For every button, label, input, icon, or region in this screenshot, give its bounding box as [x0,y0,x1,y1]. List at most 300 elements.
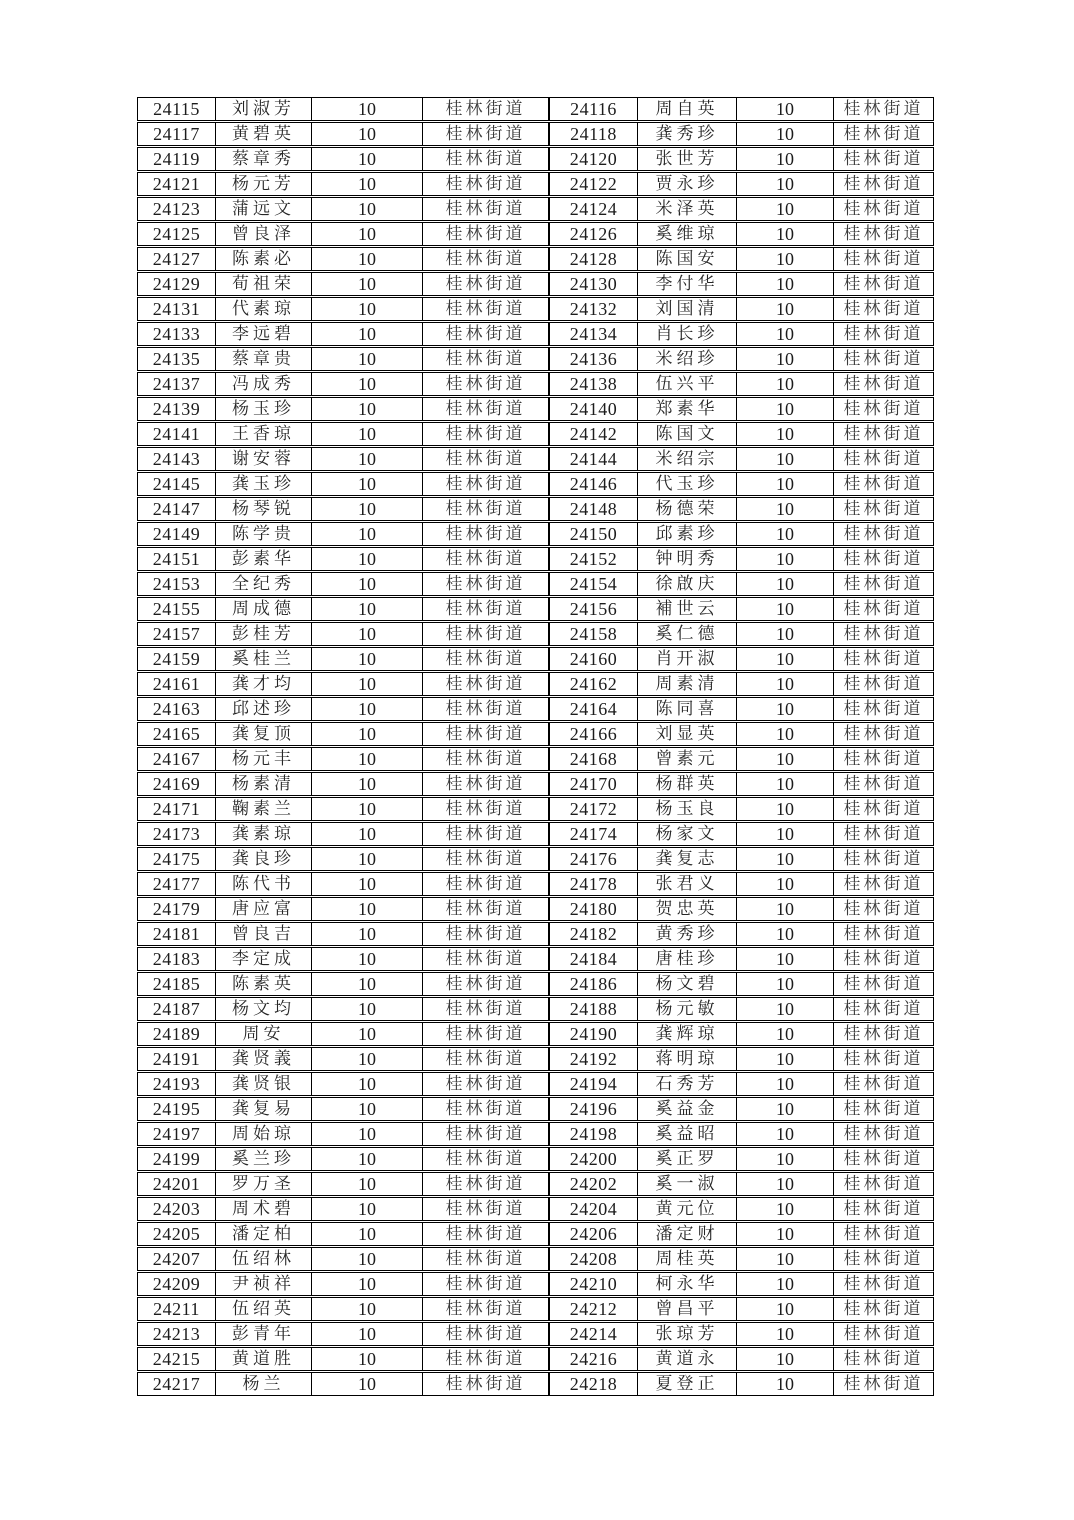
table-row [137,997,934,1021]
left-id-cell: 24203 [137,1197,216,1221]
right-id-cell: 24212 [549,1297,638,1321]
table-row [137,747,934,771]
left-id-cell: 24189 [137,1022,216,1046]
right-amount-cell: 10 [737,1122,834,1146]
right-district-cell: 桂林街道 [834,397,934,421]
left-amount-cell: 10 [312,1122,423,1146]
left-id-cell: 24141 [137,422,216,446]
right-name-cell: 石秀芳 [638,1072,737,1096]
right-name-cell: 周素清 [638,672,737,696]
left-id-cell: 24211 [137,1297,216,1321]
right-name-cell: 奚一淑 [638,1172,737,1196]
right-district-cell: 桂林街道 [834,1322,934,1346]
left-id-cell: 24181 [137,922,216,946]
left-district-cell: 桂林街道 [423,972,549,996]
left-name-cell: 黄道胜 [216,1347,312,1371]
left-id-cell: 24149 [137,522,216,546]
right-district-cell: 桂林街道 [834,472,934,496]
left-name-cell: 奚兰珍 [216,1147,312,1171]
left-name-cell: 龚才均 [216,672,312,696]
left-district-cell: 桂林街道 [423,422,549,446]
right-amount-cell: 10 [737,1372,834,1396]
left-district-cell: 桂林街道 [423,922,549,946]
table-row [137,672,934,696]
right-id-cell: 24198 [549,1122,638,1146]
right-district-cell: 桂林街道 [834,372,934,396]
left-id-cell: 24179 [137,897,216,921]
right-id-cell: 24174 [549,822,638,846]
right-id-cell: 24134 [549,322,638,346]
left-district-cell: 桂林街道 [423,872,549,896]
right-district-cell: 桂林街道 [834,172,934,196]
right-amount-cell: 10 [737,597,834,621]
left-id-cell: 24217 [137,1372,216,1396]
left-id-cell: 24167 [137,747,216,771]
right-district-cell: 桂林街道 [834,1272,934,1296]
right-amount-cell: 10 [737,1022,834,1046]
right-district-cell: 桂林街道 [834,797,934,821]
right-id-cell: 24192 [549,1047,638,1071]
left-id-cell: 24165 [137,722,216,746]
right-district-cell: 桂林街道 [834,672,934,696]
left-district-cell: 桂林街道 [423,1047,549,1071]
left-district-cell: 桂林街道 [423,1097,549,1121]
left-district-cell: 桂林街道 [423,647,549,671]
left-name-cell: 蒲远文 [216,197,312,221]
right-amount-cell: 10 [737,1347,834,1371]
left-district-cell: 桂林街道 [423,997,549,1021]
left-id-cell: 24193 [137,1072,216,1096]
right-amount-cell: 10 [737,697,834,721]
left-amount-cell: 10 [312,947,423,971]
left-district-cell: 桂林街道 [423,1272,549,1296]
right-district-cell: 桂林街道 [834,1072,934,1096]
right-id-cell: 24156 [549,597,638,621]
right-amount-cell: 10 [737,647,834,671]
right-name-cell: 米绍珍 [638,347,737,371]
right-id-cell: 24194 [549,1072,638,1096]
left-district-cell: 桂林街道 [423,1297,549,1321]
left-name-cell: 蔡章秀 [216,147,312,171]
left-amount-cell: 10 [312,97,423,121]
left-district-cell: 桂林街道 [423,322,549,346]
left-name-cell: 杨文均 [216,997,312,1021]
right-name-cell: 曾昌平 [638,1297,737,1321]
right-amount-cell: 10 [737,197,834,221]
right-district-cell: 桂林街道 [834,1297,934,1321]
right-district-cell: 桂林街道 [834,622,934,646]
right-district-cell: 桂林街道 [834,1197,934,1221]
right-id-cell: 24124 [549,197,638,221]
right-amount-cell: 10 [737,997,834,1021]
right-amount-cell: 10 [737,147,834,171]
left-name-cell: 鞠素兰 [216,797,312,821]
left-amount-cell: 10 [312,1222,423,1246]
right-id-cell: 24204 [549,1197,638,1221]
left-amount-cell: 10 [312,222,423,246]
table-row [137,272,934,296]
right-amount-cell: 10 [737,672,834,696]
left-district-cell: 桂林街道 [423,1222,549,1246]
right-id-cell: 24210 [549,1272,638,1296]
table-row [137,472,934,496]
right-id-cell: 24182 [549,922,638,946]
left-id-cell: 24169 [137,772,216,796]
right-name-cell: 龚复志 [638,847,737,871]
right-amount-cell: 10 [737,747,834,771]
right-id-cell: 24136 [549,347,638,371]
right-name-cell: 柯永华 [638,1272,737,1296]
table-row [137,972,934,996]
left-amount-cell: 10 [312,847,423,871]
left-amount-cell: 10 [312,297,423,321]
left-id-cell: 24195 [137,1097,216,1121]
table-row [137,922,934,946]
left-district-cell: 桂林街道 [423,672,549,696]
right-amount-cell: 10 [737,897,834,921]
right-district-cell: 桂林街道 [834,647,934,671]
right-amount-cell: 10 [737,797,834,821]
right-district-cell: 桂林街道 [834,947,934,971]
left-amount-cell: 10 [312,1147,423,1171]
left-id-cell: 24209 [137,1272,216,1296]
left-district-cell: 桂林街道 [423,697,549,721]
left-id-cell: 24159 [137,647,216,671]
right-amount-cell: 10 [737,547,834,571]
right-name-cell: 陈国安 [638,247,737,271]
left-name-cell: 龚复顶 [216,722,312,746]
left-district-cell: 桂林街道 [423,722,549,746]
left-amount-cell: 10 [312,1347,423,1371]
left-name-cell: 王香琼 [216,422,312,446]
table-row [137,347,934,371]
left-name-cell: 龚玉珍 [216,472,312,496]
table-row [137,322,934,346]
left-name-cell: 龚贤银 [216,1072,312,1096]
left-district-cell: 桂林街道 [423,1072,549,1096]
right-id-cell: 24190 [549,1022,638,1046]
left-amount-cell: 10 [312,372,423,396]
right-id-cell: 24154 [549,572,638,596]
right-district-cell: 桂林街道 [834,1147,934,1171]
left-amount-cell: 10 [312,272,423,296]
left-amount-cell: 10 [312,572,423,596]
right-amount-cell: 10 [737,822,834,846]
left-name-cell: 陈学贵 [216,522,312,546]
left-amount-cell: 10 [312,797,423,821]
right-district-cell: 桂林街道 [834,1047,934,1071]
right-amount-cell: 10 [737,622,834,646]
left-amount-cell: 10 [312,447,423,471]
left-id-cell: 24163 [137,697,216,721]
right-district-cell: 桂林街道 [834,747,934,771]
left-district-cell: 桂林街道 [423,1322,549,1346]
left-amount-cell: 10 [312,547,423,571]
right-id-cell: 24214 [549,1322,638,1346]
table-row [137,622,934,646]
left-name-cell: 杨素清 [216,772,312,796]
left-id-cell: 24175 [137,847,216,871]
right-name-cell: 伍兴平 [638,372,737,396]
right-name-cell: 陈国文 [638,422,737,446]
right-id-cell: 24164 [549,697,638,721]
left-amount-cell: 10 [312,1247,423,1271]
left-district-cell: 桂林街道 [423,97,549,121]
table-row [137,822,934,846]
right-district-cell: 桂林街道 [834,872,934,896]
table-row [137,1372,934,1396]
right-amount-cell: 10 [737,122,834,146]
right-amount-cell: 10 [737,347,834,371]
right-id-cell: 24144 [549,447,638,471]
left-name-cell: 伍绍英 [216,1297,312,1321]
right-id-cell: 24140 [549,397,638,421]
left-name-cell: 杨琴锐 [216,497,312,521]
left-amount-cell: 10 [312,1072,423,1096]
left-district-cell: 桂林街道 [423,597,549,621]
left-name-cell: 刘淑芳 [216,97,312,121]
right-id-cell: 24176 [549,847,638,871]
right-id-cell: 24158 [549,622,638,646]
left-id-cell: 24119 [137,147,216,171]
right-amount-cell: 10 [737,472,834,496]
left-name-cell: 冯成秀 [216,372,312,396]
right-district-cell: 桂林街道 [834,922,934,946]
right-amount-cell: 10 [737,1072,834,1096]
right-id-cell: 24126 [549,222,638,246]
right-name-cell: 奚益金 [638,1097,737,1121]
right-district-cell: 桂林街道 [834,1097,934,1121]
right-amount-cell: 10 [737,847,834,871]
right-amount-cell: 10 [737,322,834,346]
right-amount-cell: 10 [737,572,834,596]
table-row [137,572,934,596]
table-row [137,297,934,321]
right-id-cell: 24118 [549,122,638,146]
right-name-cell: 贾永珍 [638,172,737,196]
right-id-cell: 24206 [549,1222,638,1246]
right-district-cell: 桂林街道 [834,772,934,796]
left-amount-cell: 10 [312,822,423,846]
table-row [137,1022,934,1046]
left-id-cell: 24145 [137,472,216,496]
right-district-cell: 桂林街道 [834,272,934,296]
table-row [137,772,934,796]
table-row [137,872,934,896]
right-name-cell: 唐桂珍 [638,947,737,971]
right-name-cell: 张君义 [638,872,737,896]
left-name-cell: 龚素琼 [216,822,312,846]
left-id-cell: 24143 [137,447,216,471]
right-id-cell: 24196 [549,1097,638,1121]
left-name-cell: 伍绍林 [216,1247,312,1271]
left-id-cell: 24155 [137,597,216,621]
left-name-cell: 全纪秀 [216,572,312,596]
right-id-cell: 24168 [549,747,638,771]
right-id-cell: 24142 [549,422,638,446]
left-name-cell: 唐应富 [216,897,312,921]
right-amount-cell: 10 [737,972,834,996]
left-name-cell: 龚良珍 [216,847,312,871]
left-amount-cell: 10 [312,422,423,446]
right-amount-cell: 10 [737,1197,834,1221]
table-row [137,1172,934,1196]
right-amount-cell: 10 [737,97,834,121]
table-row [137,147,934,171]
left-id-cell: 24183 [137,947,216,971]
right-amount-cell: 10 [737,1047,834,1071]
left-name-cell: 曾良泽 [216,222,312,246]
left-amount-cell: 10 [312,897,423,921]
left-id-cell: 24151 [137,547,216,571]
left-amount-cell: 10 [312,922,423,946]
left-name-cell: 杨兰 [216,1372,312,1396]
roster-table [137,96,934,1397]
left-district-cell: 桂林街道 [423,822,549,846]
left-id-cell: 24123 [137,197,216,221]
right-name-cell: 张琼芳 [638,1322,737,1346]
left-id-cell: 24213 [137,1322,216,1346]
left-district-cell: 桂林街道 [423,122,549,146]
right-amount-cell: 10 [737,247,834,271]
left-district-cell: 桂林街道 [423,1172,549,1196]
left-name-cell: 龚复易 [216,1097,312,1121]
right-district-cell: 桂林街道 [834,697,934,721]
left-id-cell: 24187 [137,997,216,1021]
left-district-cell: 桂林街道 [423,397,549,421]
right-district-cell: 桂林街道 [834,1372,934,1396]
right-name-cell: 龚秀珍 [638,122,737,146]
right-amount-cell: 10 [737,872,834,896]
right-name-cell: 曾素元 [638,747,737,771]
table-row [137,1247,934,1271]
left-id-cell: 24129 [137,272,216,296]
right-id-cell: 24178 [549,872,638,896]
table-row [137,947,934,971]
right-amount-cell: 10 [737,1097,834,1121]
right-id-cell: 24202 [549,1172,638,1196]
right-name-cell: 刘国清 [638,297,737,321]
left-id-cell: 24199 [137,1147,216,1171]
right-amount-cell: 10 [737,297,834,321]
right-id-cell: 24130 [549,272,638,296]
left-amount-cell: 10 [312,172,423,196]
right-district-cell: 桂林街道 [834,1122,934,1146]
left-name-cell: 陈代书 [216,872,312,896]
right-name-cell: 米泽英 [638,197,737,221]
table-row [137,172,934,196]
right-name-cell: 邱素珍 [638,522,737,546]
table-row [137,522,934,546]
right-district-cell: 桂林街道 [834,847,934,871]
table-row [137,722,934,746]
right-id-cell: 24146 [549,472,638,496]
left-district-cell: 桂林街道 [423,222,549,246]
table-row [137,122,934,146]
right-amount-cell: 10 [737,422,834,446]
table-row [137,1272,934,1296]
left-amount-cell: 10 [312,622,423,646]
right-name-cell: 杨元敏 [638,997,737,1021]
right-name-cell: 黄秀珍 [638,922,737,946]
table-row [137,897,934,921]
left-amount-cell: 10 [312,1272,423,1296]
right-name-cell: 陈同喜 [638,697,737,721]
table-row [137,547,934,571]
table-row [137,597,934,621]
right-id-cell: 24128 [549,247,638,271]
left-amount-cell: 10 [312,122,423,146]
left-district-cell: 桂林街道 [423,172,549,196]
table-row [137,197,934,221]
right-amount-cell: 10 [737,1147,834,1171]
left-name-cell: 杨元丰 [216,747,312,771]
table-row [137,247,934,271]
table-row [137,647,934,671]
left-amount-cell: 10 [312,1322,423,1346]
right-district-cell: 桂林街道 [834,497,934,521]
left-amount-cell: 10 [312,647,423,671]
left-amount-cell: 10 [312,697,423,721]
right-name-cell: 奚正罗 [638,1147,737,1171]
right-id-cell: 24200 [549,1147,638,1171]
left-district-cell: 桂林街道 [423,547,549,571]
left-district-cell: 桂林街道 [423,572,549,596]
table-row [137,1072,934,1096]
table-row [137,1222,934,1246]
table-row [137,1097,934,1121]
right-amount-cell: 10 [737,772,834,796]
left-name-cell: 李定成 [216,947,312,971]
right-name-cell: 肖开淑 [638,647,737,671]
left-name-cell: 陈素英 [216,972,312,996]
right-name-cell: 钟明秀 [638,547,737,571]
table-row [137,847,934,871]
left-name-cell: 奚桂兰 [216,647,312,671]
left-district-cell: 桂林街道 [423,1197,549,1221]
left-amount-cell: 10 [312,347,423,371]
right-district-cell: 桂林街道 [834,1247,934,1271]
right-district-cell: 桂林街道 [834,1022,934,1046]
right-district-cell: 桂林街道 [834,572,934,596]
left-amount-cell: 10 [312,772,423,796]
left-name-cell: 罗万圣 [216,1172,312,1196]
table-row [137,447,934,471]
left-amount-cell: 10 [312,1022,423,1046]
left-id-cell: 24201 [137,1172,216,1196]
left-amount-cell: 10 [312,672,423,696]
table-row [137,1197,934,1221]
left-id-cell: 24197 [137,1122,216,1146]
right-district-cell: 桂林街道 [834,247,934,271]
left-name-cell: 邱述珍 [216,697,312,721]
left-id-cell: 24177 [137,872,216,896]
left-amount-cell: 10 [312,747,423,771]
left-id-cell: 24125 [137,222,216,246]
right-district-cell: 桂林街道 [834,147,934,171]
left-name-cell: 龚贤義 [216,1047,312,1071]
left-id-cell: 24207 [137,1247,216,1271]
left-amount-cell: 10 [312,1297,423,1321]
right-name-cell: 奚益昭 [638,1122,737,1146]
right-amount-cell: 10 [737,922,834,946]
right-id-cell: 24186 [549,972,638,996]
left-id-cell: 24137 [137,372,216,396]
table-row [137,397,934,421]
right-amount-cell: 10 [737,947,834,971]
right-name-cell: 杨群英 [638,772,737,796]
left-name-cell: 尹祯祥 [216,1272,312,1296]
